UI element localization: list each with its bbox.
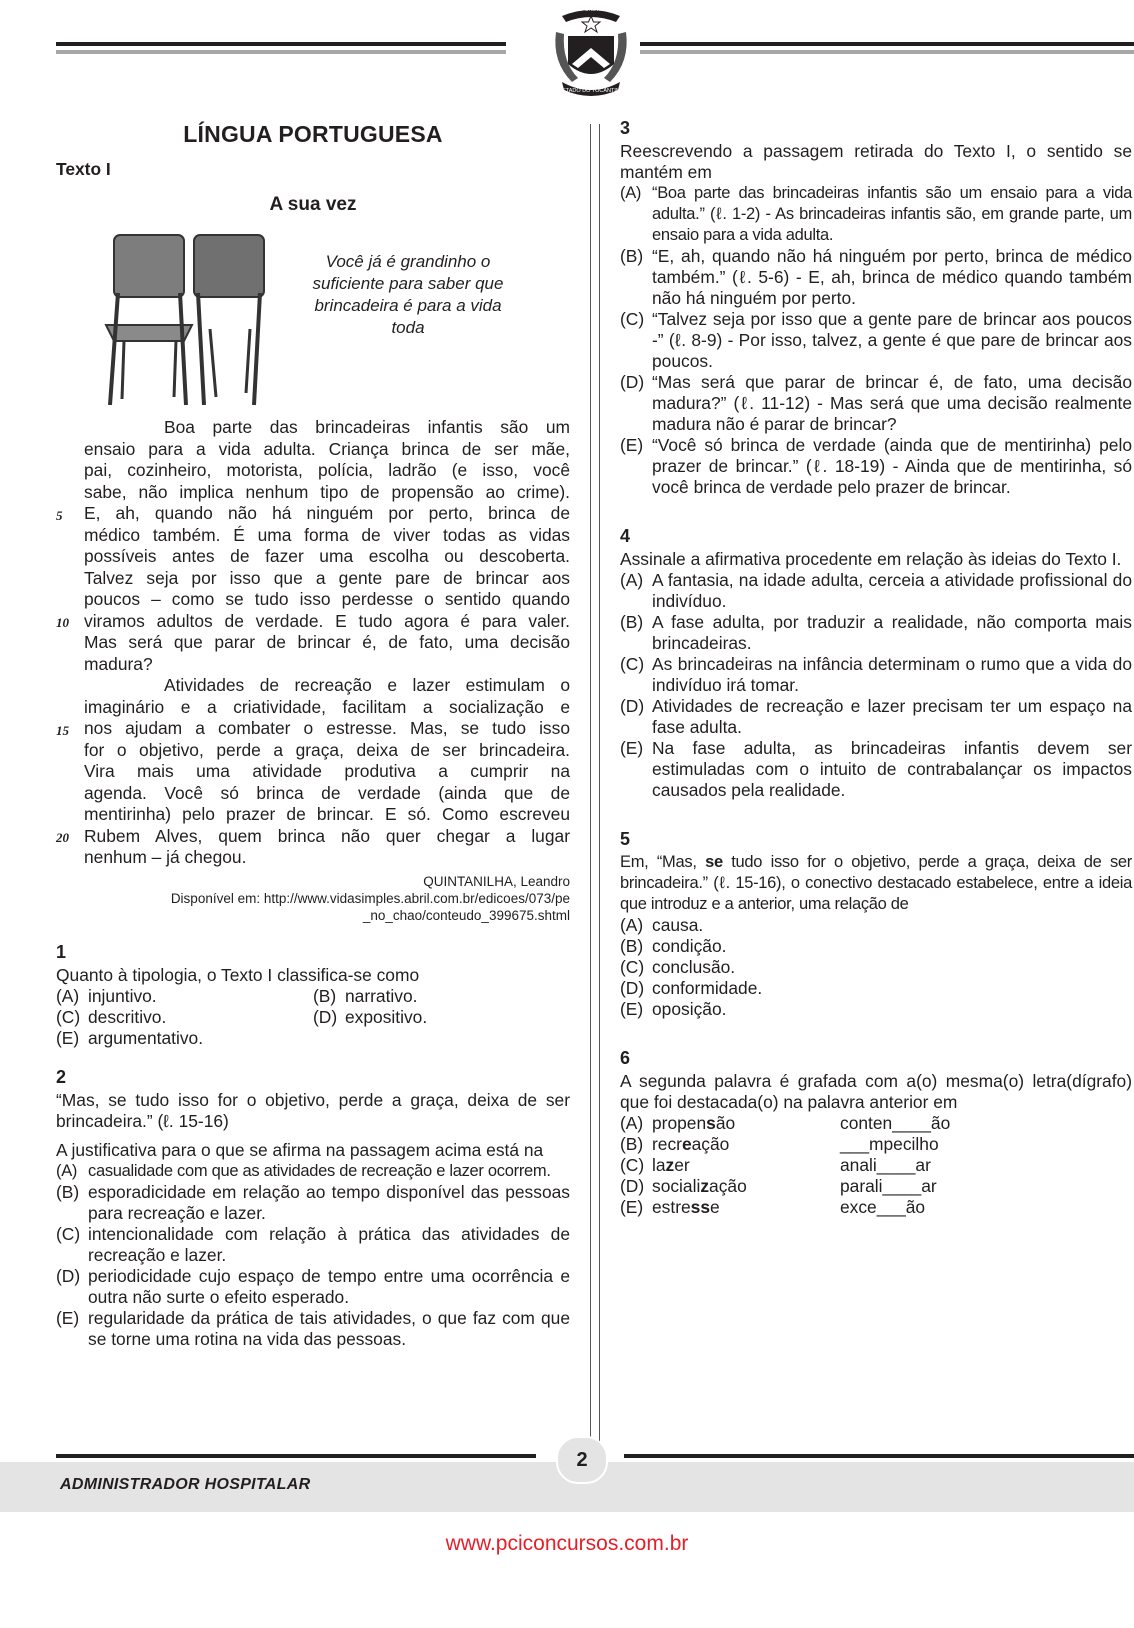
text-title: A sua vez — [269, 194, 357, 215]
option[interactable]: (D) expositivo. — [313, 1006, 428, 1027]
option[interactable]: (E) “Você só brinca de verdade (ainda que de mentirinha) pelo prazer de brincar.” (ℓ. 18-19) - Ainda que de mentirinha, só você brinca de verdade pelo prazer de brincar. — [620, 435, 1132, 497]
question-2 — [56, 1067, 570, 1350]
prose-line: médico também. É uma forma de viver todas as vidas — [84, 524, 570, 545]
prose-line: Talvez seja por isso que a gente pare de brincar aos — [84, 567, 570, 588]
prose-line: poucos – como se tudo isso perdesse o sentido quando — [84, 589, 570, 609]
prose-line: pai, cozinheiro, motorista, polícia, ladrão (e isso, você — [84, 460, 570, 480]
epigraph — [288, 251, 528, 339]
question-1 — [56, 942, 570, 1049]
prose-line: viramos adultos de verdade. E tudo agora é para valer. — [84, 610, 570, 631]
question-6 — [620, 1048, 1132, 1218]
epigraph-line: brincadeira é para a vida — [314, 296, 502, 315]
prose-line: ensaio para a vida adulta. Criança brinca de ser mãe, — [84, 438, 570, 459]
line-number: 5 — [56, 508, 63, 523]
option[interactable]: (D) socialização parali____ar — [620, 1176, 937, 1196]
credit-author: QUINTANILHA, Leandro — [423, 873, 570, 889]
prose-line: Atividades de recreação e lazer estimulam o — [164, 675, 570, 695]
question-stem: A segunda palavra é grafada com a(o) mesma(o) letra(dígrafo) que foi destacada(o) na palavra anterior em — [620, 1071, 1132, 1112]
option[interactable]: (E) regularidade da prática de tais atividades, o que faz com que se torne uma rotina na vida das pessoas. — [56, 1307, 570, 1349]
option[interactable]: (D) Atividades de recreação e lazer precisam ter um espaço na fase adulta. — [620, 696, 1132, 737]
header-rule-left-gray — [56, 50, 506, 54]
question-quote: “Mas, se tudo isso for o objetivo, perde a graça, deixa de ser brincadeira.” (ℓ. 15-16) — [56, 1089, 570, 1131]
question-stem: Assinale a afirmativa procedente em relação às ideias do Texto I. — [620, 549, 1122, 569]
option[interactable]: (C) lazer anali____ar — [620, 1155, 931, 1175]
option[interactable]: (A) propensão conten____ão — [620, 1113, 951, 1133]
option[interactable]: (A) A fantasia, na idade adulta, cerceia a atividade profissional do indivíduo. — [620, 570, 1132, 611]
prose-line: Rubem Alves, quem brinca não quer chegar a lugar — [84, 825, 570, 846]
option[interactable]: (B) recreação ___mpecilho — [620, 1134, 939, 1154]
footer-rule-left — [56, 1454, 536, 1458]
prose-line: sabe, não implica nenhum tipo de propensão ao crime). — [84, 481, 570, 502]
option[interactable]: (D) periodicidade cujo espaço de tempo entre uma ocorrência e outra não surte o efeito esperado. — [56, 1265, 570, 1307]
line-number: 10 — [56, 615, 69, 630]
question-number: 2 — [56, 1066, 67, 1087]
option[interactable]: (A) injuntivo. — [56, 985, 157, 1006]
section-title: LÍNGUA PORTUGUESA — [183, 121, 443, 147]
svg-text:ESTADO DO TOCANTINS: ESTADO DO TOCANTINS — [558, 88, 624, 94]
option[interactable]: (E) estresse exce___ão — [620, 1197, 926, 1217]
question-stem: A justificativa para o que se afirma na passagem acima está na — [56, 1139, 544, 1160]
header-rule-right — [640, 42, 1134, 46]
prose-line: madura? — [84, 653, 153, 674]
option[interactable]: (E) argumentativo. — [56, 1027, 204, 1048]
option[interactable]: (A) casualidade com que as atividades de recreação e lazer ocorrem. — [56, 1161, 551, 1180]
question-number: 1 — [56, 941, 67, 962]
prose-line: Vira mais uma atividade produtiva a cumprir na — [84, 761, 570, 781]
option[interactable]: (C) conclusão. — [620, 957, 736, 977]
question-number: 4 — [620, 526, 631, 546]
state-crest-logo — [542, 2, 640, 100]
epigraph-line: suficiente para saber que — [312, 274, 504, 293]
prose-line: for o objetivo, perde a graça, deixa de ser brincadeira. — [84, 739, 570, 760]
prose-line: imaginário e a criatividade, facilitam a socialização e — [84, 696, 570, 717]
svg-text:CO YVY ORE RETAMA: CO YVY ORE RETAMA — [564, 7, 618, 13]
line-number: 15 — [56, 723, 69, 738]
question-stem: Em, “Mas, se tudo isso for o objetivo, perde a graça, deixa de ser brincadeira.” (ℓ. 15-16), o conectivo destacado estabelece, entre a ideia que introduz e a anterior, uma relação de — [620, 853, 1132, 913]
question-number: 5 — [620, 829, 631, 849]
line-number: 20 — [56, 830, 69, 845]
option[interactable]: (A) causa. — [620, 915, 704, 935]
left-column — [56, 118, 570, 1350]
option[interactable]: (C) As brincadeiras na infância determinam o rumo que a vida do indivíduo irá tomar. — [620, 654, 1132, 695]
option[interactable]: (C) “Talvez seja por isso que a gente pare de brincar aos poucos -” (ℓ. 8-9) - Por isso, talvez, a gente é que pare de brincar aos poucos. — [620, 309, 1132, 371]
question-number: 6 — [620, 1048, 631, 1068]
option[interactable]: (B) A fase adulta, por traduzir a realidade, não comporta mais brincadeiras. — [620, 612, 1132, 653]
option[interactable]: (B) narrativo. — [313, 985, 418, 1006]
option[interactable]: (B) esporadicidade em relação ao tempo disponível das pessoas para recreação e lazer. — [56, 1181, 570, 1223]
footer-rule-right — [624, 1454, 1134, 1458]
text-label: Texto I — [56, 159, 111, 179]
figure-row — [56, 229, 570, 407]
right-column — [620, 118, 1132, 1218]
option[interactable]: (D) conformidade. — [620, 978, 763, 998]
prose-text — [56, 417, 570, 869]
option[interactable]: (C) intencionalidade com relação à prática das atividades de recreação e lazer. — [56, 1223, 570, 1265]
question-3 — [620, 118, 1132, 498]
prose-line: possíveis antes de fazer uma escolha ou descoberta. — [84, 546, 570, 566]
option[interactable]: (E) oposição. — [620, 999, 727, 1019]
option[interactable]: (A) “Boa parte das brincadeiras infantis são um ensaio para a vida adulta.” (ℓ. 1-2) - As brincadeiras infantis são, em grande parte, um ensaio para a vida adulta. — [620, 184, 1132, 244]
question-4 — [620, 526, 1132, 801]
credit-source: _no_chao/conteudo_399675.shtml — [362, 907, 570, 923]
header-rule-right-gray — [640, 50, 1134, 54]
epigraph-line: toda — [391, 318, 425, 337]
page-number: 2 — [556, 1436, 608, 1484]
prose-line: mentirinha) pelo prazer de brincar. E só. Como escreveu — [84, 804, 570, 824]
option[interactable]: (B) condição. — [620, 936, 727, 956]
prose-line: Boa parte das brincadeiras infantis são um — [164, 417, 570, 437]
option[interactable]: (D) “Mas será que parar de brincar é, de fato, uma decisão madura?” (ℓ. 11-12) - Mas será que uma decisão realmente madura não é parar de brincar? — [620, 372, 1132, 434]
prose-line: nenhum – já chegou. — [84, 847, 247, 867]
question-stem: Reescrevendo a passagem retirada do Texto I, o sentido se mantém em — [620, 141, 1132, 182]
question-number: 3 — [620, 118, 631, 138]
prose-line: E, ah, quando não há ninguém por perto, brinca de — [84, 503, 570, 523]
option[interactable]: (C) descritivo. — [56, 1006, 167, 1027]
prose-line: Mas será que parar de brincar é, de fato, uma decisão — [84, 632, 570, 652]
credit-source: Disponível em: http://www.vidasimples.abril.com.br/edicoes/073/pe — [170, 890, 570, 906]
epigraph-line: Você já é grandinho o — [325, 252, 491, 271]
exam-role: ADMINISTRADOR HOSPITALAR — [60, 1476, 311, 1493]
chairs-image — [100, 229, 276, 405]
header-rule-left — [56, 42, 506, 46]
source-credit — [56, 873, 570, 924]
website-link[interactable]: www.pciconcursos.com.br — [445, 1532, 689, 1555]
option[interactable]: (B) “E, ah, quando não há ninguém por perto, brinca de médico também.” (ℓ. 5-6) - E, ah, brinca de médico quando também não há ninguém por perto. — [620, 246, 1132, 308]
option[interactable]: (E) Na fase adulta, as brincadeiras infantis devem ser estimuladas com o intuito de contrabalançar os impactos causados pela realidade. — [620, 738, 1132, 800]
column-divider — [590, 124, 600, 1446]
prose-line: nos ajudam a combater o estresse. Mas, se tudo isso — [84, 718, 570, 738]
prose-line: agenda. Você só brinca de verdade (ainda que de — [84, 782, 570, 803]
question-stem: Quanto à tipologia, o Texto I classifica-se como — [56, 964, 420, 985]
question-5 — [620, 829, 1132, 1020]
